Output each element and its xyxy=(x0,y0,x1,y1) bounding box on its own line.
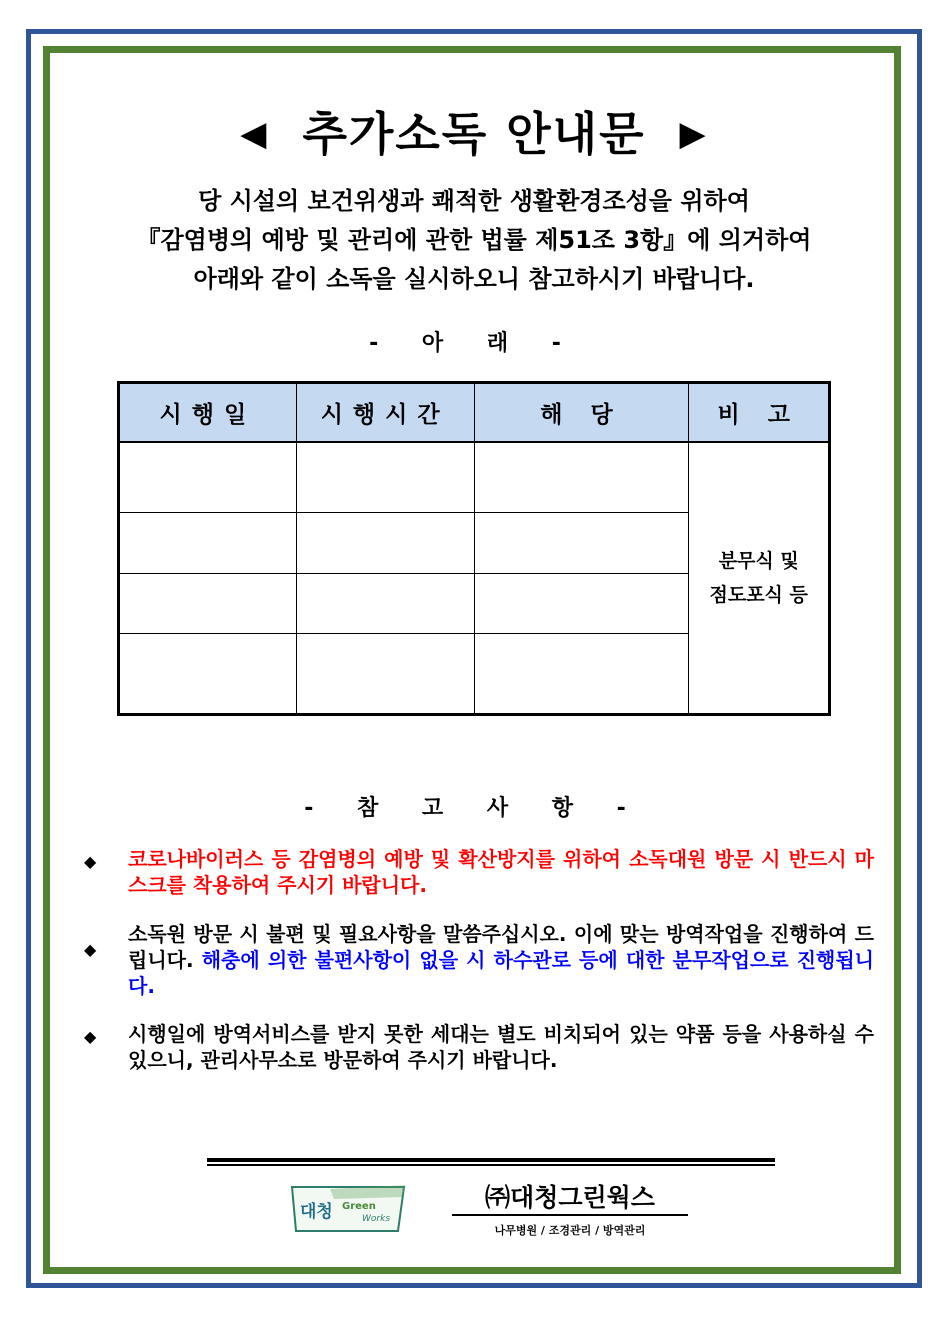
footer-rule-thin xyxy=(207,1164,775,1166)
title-text: 추가소독 안내문 xyxy=(302,107,646,161)
right-triangle-icon: ▶ xyxy=(679,113,708,154)
note-text-2-highlight: 해충에 의한 불편사항이 없을 시 하수관로 등에 대한 분무작업으로 진행됩니다. xyxy=(128,948,874,998)
company-tagline: 나무병원 / 조경관리 / 방역관리 xyxy=(494,1224,646,1237)
logo-korean-text: 대청 xyxy=(300,1202,333,1222)
remarks-cell xyxy=(689,442,830,715)
table-row xyxy=(119,442,830,513)
table-cell xyxy=(474,442,689,513)
table-cell xyxy=(474,634,689,715)
header-remarks: 비 고 xyxy=(689,383,830,443)
table-cell xyxy=(119,513,297,574)
note-text-2-main: 소독원 방문 시 불편 및 필요사항을 말씀주십시오. 이에 맞는 방역작업을 진행하여 드립니다. xyxy=(128,922,874,972)
schedule-table xyxy=(117,381,831,716)
header-target: 해 당 xyxy=(474,383,689,443)
note-item-3 xyxy=(84,1021,874,1073)
note-item-2 xyxy=(84,921,874,999)
section-heading-notes: - 참 고 사 항 - xyxy=(304,796,644,821)
table-cell xyxy=(296,634,474,715)
table-cell xyxy=(119,634,297,715)
diamond-bullet-icon: ◆ xyxy=(84,940,97,959)
table-cell xyxy=(119,442,297,513)
logo-green-text: Green xyxy=(342,1201,376,1212)
header-time: 시행시간 xyxy=(296,383,474,443)
note-text-2 xyxy=(128,921,874,999)
table-cell xyxy=(296,442,474,513)
note-text-3: 시행일에 방역서비스를 받지 못한 세대는 별도 비치되어 있는 약품 등을 사용하실 수 있으니, 관리사무소로 방문하여 주시기 바랍니다. xyxy=(128,1022,874,1072)
table-cell xyxy=(474,573,689,634)
table-cell xyxy=(119,573,297,634)
section-heading-below: - 아 래 - xyxy=(369,331,579,356)
remarks-line-2: 점도포식 등 xyxy=(709,584,808,606)
intro-paragraph xyxy=(60,182,888,299)
table-cell xyxy=(296,573,474,634)
company-underline xyxy=(452,1214,688,1216)
remarks-line-1: 분무식 및 xyxy=(718,550,799,572)
note-item-1 xyxy=(84,846,874,898)
table-cell xyxy=(474,513,689,574)
diamond-bullet-icon: ◆ xyxy=(84,852,97,871)
logo-works-text: Works xyxy=(362,1214,391,1224)
intro-line-3: 아래와 같이 소독을 실시하오니 참고하시기 바랍니다. xyxy=(193,265,755,293)
table-cell xyxy=(296,513,474,574)
intro-line-2: 『감염병의 예방 및 관리에 관한 법률 제51조 3항』에 의거하여 xyxy=(136,226,812,254)
left-triangle-icon: ◀ xyxy=(240,113,269,154)
footer-rule-thick xyxy=(207,1158,775,1162)
note-text-1: 코로나바이러스 등 감염병의 예방 및 확산방지를 위하여 소독대원 방문 시 반드시 마스크를 착용하여 주시기 바랍니다. xyxy=(128,847,874,897)
diamond-bullet-icon: ◆ xyxy=(84,1027,97,1046)
page-title xyxy=(0,98,948,164)
company-logo xyxy=(290,1185,406,1233)
intro-line-1: 당 시설의 보건위생과 쾌적한 생활환경조성을 위하여 xyxy=(198,187,750,215)
header-date: 시행일 xyxy=(119,383,297,443)
company-name: ㈜대청그린웍스 xyxy=(485,1183,655,1212)
table-header-row xyxy=(119,383,830,443)
